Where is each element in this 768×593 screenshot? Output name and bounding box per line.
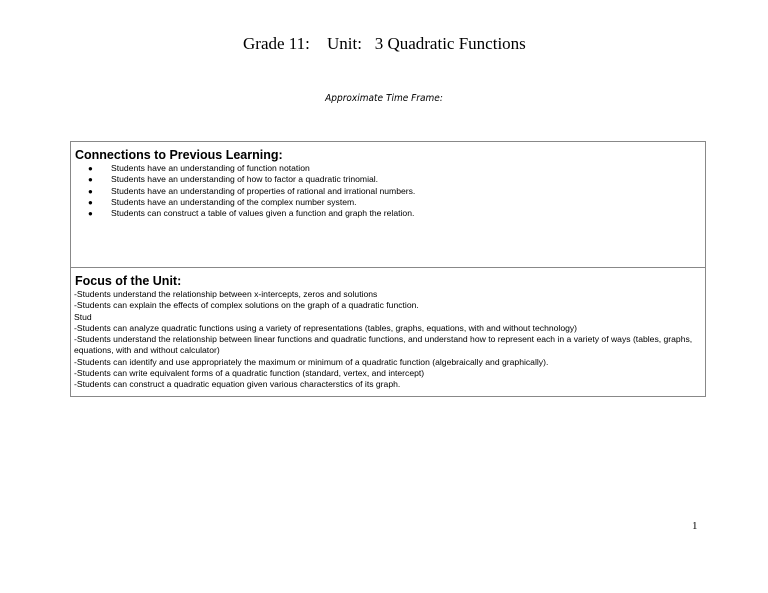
focus-section bbox=[71, 268, 705, 391]
focus-line: -Students can write equivalent forms of a quadratic function (standard, vertex, and intercept) bbox=[74, 368, 425, 379]
list-item: ● Students have an understanding of properties of rational and irrational numbers. bbox=[88, 185, 416, 196]
focus-line: -Students can identify and use appropriately the maximum or minimum of a quadratic function (algebraically and graphically). bbox=[74, 356, 549, 367]
bullet-icon: ● bbox=[88, 164, 93, 173]
connections-heading: Connections to Previous Learning: bbox=[75, 148, 283, 162]
bullet-icon: ● bbox=[88, 197, 93, 207]
focus-line: -Students understand the relationship between x-intercepts, zeros and solutions bbox=[74, 289, 378, 299]
unit-title: Unit: 3 Quadratic Functions bbox=[327, 34, 526, 53]
grade-title: Grade 11: bbox=[243, 34, 310, 53]
focus-line: -Students can explain the effects of complex solutions on the graph of a quadratic function. bbox=[74, 300, 419, 311]
focus-line: -Students understand the relationship between linear functions and quadratic functions, and understand how to represent each in a variety of ways (tables, graphs, equations, with and without calculator) bbox=[74, 334, 693, 356]
focus-heading: Focus of the Unit: bbox=[75, 274, 182, 288]
connections-section bbox=[71, 142, 705, 268]
unit-table bbox=[70, 141, 706, 397]
bullet-icon: ● bbox=[88, 175, 93, 185]
page-number: 1 bbox=[692, 520, 698, 532]
focus-line: Stud bbox=[74, 311, 92, 322]
bullet-icon: ● bbox=[88, 209, 93, 219]
connections-list bbox=[71, 163, 705, 219]
list-item: ● Students can construct a table of values given a function and graph the relation. bbox=[88, 208, 415, 219]
focus-line: -Students can analyze quadratic functions using a variety of representations (tables, graphs, equations, with and without technology) bbox=[74, 322, 578, 333]
focus-line: -Students can construct a quadratic equation given various characterstics of its graph. bbox=[74, 379, 401, 390]
list-item: ● Students have an understanding of how to factor a quadratic trinomial. bbox=[88, 174, 379, 185]
list-item: ● Students have an understanding of the complex number system. bbox=[88, 196, 357, 207]
time-frame-label: Approximate Time Frame: bbox=[325, 93, 443, 104]
bullet-icon: ● bbox=[88, 186, 93, 196]
list-item: ● Students have an understanding of function notation bbox=[88, 163, 310, 173]
